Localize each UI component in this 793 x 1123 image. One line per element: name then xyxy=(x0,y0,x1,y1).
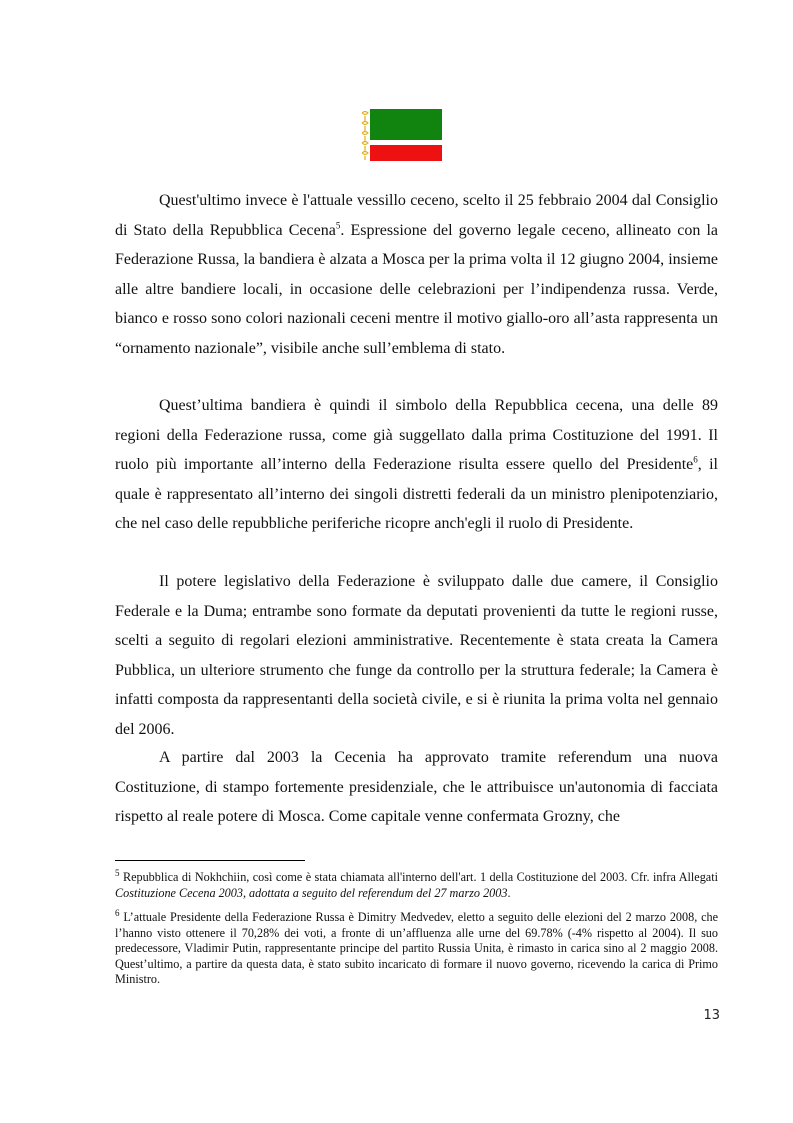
flag-red-stripe xyxy=(360,145,442,161)
body-paragraph-2 xyxy=(115,391,718,539)
footnote-number: 5 xyxy=(115,867,120,878)
footnote-ref-5[interactable]: 5 xyxy=(335,220,341,231)
paragraph-text: A partire dal 2003 la Cecenia ha approvato tramite referendum una nuova Costituzione, di stampo fortemente presidenziale, che le attribuisce un'autonomia di facciata rispetto al reale potere di Mosca. Come capitale venne confermata Grozny, che xyxy=(115,749,718,825)
chechen-flag-icon xyxy=(360,109,442,161)
footnote-text: L’attuale Presidente della Federazione Russa è Dimitry Medvedev, eletto a seguito delle elezioni del 2 marzo 2008, che l’hanno visto ottenere il 70,28% dei voti, a fronte di un’affluenza alle urne del 69.78% (-4% rispetto al 2004). Il suo predecessore, Vladimir Putin, rappresentante principe del partito Russia Unita, è rimasto in carica sino al 2 maggio 2008. Quest’ultimo, a partire da questa data, è stato subito incaricato di formare il nuovo governo, ricevendo la carica di Primo Ministro. xyxy=(115,910,718,987)
footnote-number: 6 xyxy=(115,907,120,918)
body-paragraph-3 xyxy=(115,567,718,744)
paragraph-text: Quest'ultimo invece è l'attuale vessillo ceceno, scelto il 25 febbraio 2004 dal Consiglio di Stato della Repubblica Cecena xyxy=(115,192,718,239)
footnote-separator xyxy=(115,860,305,861)
footnote-text-end: . xyxy=(507,885,511,900)
paragraph-text: . Espressione del governo legale ceceno, allineato con la Federazione Russa, la bandiera è alzata a Mosca per la prima volta il 12 giugno 2004, insieme alle altre bandiere locali, in occasione delle celebrazioni per l’indipendenza russa. Verde, bianco e rosso sono colori nazionali ceceni mentre il motivo giallo-oro all’asta rappresenta un “ornamento nazionale”, visibile anche sull’emblema di stato. xyxy=(115,221,719,357)
body-paragraph-1 xyxy=(115,186,718,363)
flag-green-stripe xyxy=(360,109,442,140)
footnote-italic-title: Costituzione Cecena 2003, adottata a seguito del referendum del 27 marzo 2003 xyxy=(115,885,508,900)
body-paragraph-4 xyxy=(115,743,718,832)
footnote-ref-6[interactable]: 6 xyxy=(693,454,698,465)
footnote-text: Repubblica di Nokhchiin, così come è stata chiamata all'interno dell'art. 1 della Costituzione del 2003. Cfr. infra Allegati xyxy=(119,870,718,884)
page-number: 13 xyxy=(703,1008,720,1023)
paragraph-text: , il quale è rappresentato all’interno dei singoli distretti federali da un ministro plenipotenziario, che nel caso delle repubbliche periferiche ricopre anch'egli il ruolo di Presidente. xyxy=(115,456,718,532)
paragraph-text: Il potere legislativo della Federazione è sviluppato dalle due camere, il Consiglio Federale e la Duma; entrambe sono formate da deputati provenienti da tutte le regioni russe, scelti a seguito di regolari elezioni amministrative. Recentemente è stata creata la Camera Pubblica, un ulteriore strumento che funge da controllo per la struttura federale; la Camera è infatti composta da rappresentanti della società civile, e si è riunita la prima volta nel gennaio del 2006. xyxy=(115,573,718,738)
footnote-5 xyxy=(115,867,718,901)
footnote-6 xyxy=(115,907,718,988)
paragraph-text: Quest’ultima bandiera è quindi il simbolo della Repubblica cecena, una delle 89 regioni della Federazione russa, come già suggellato dalla prima Costituzione del 1991. Il ruolo più importante all’interno della Federazione risulta essere quello del Presidente xyxy=(115,397,718,473)
